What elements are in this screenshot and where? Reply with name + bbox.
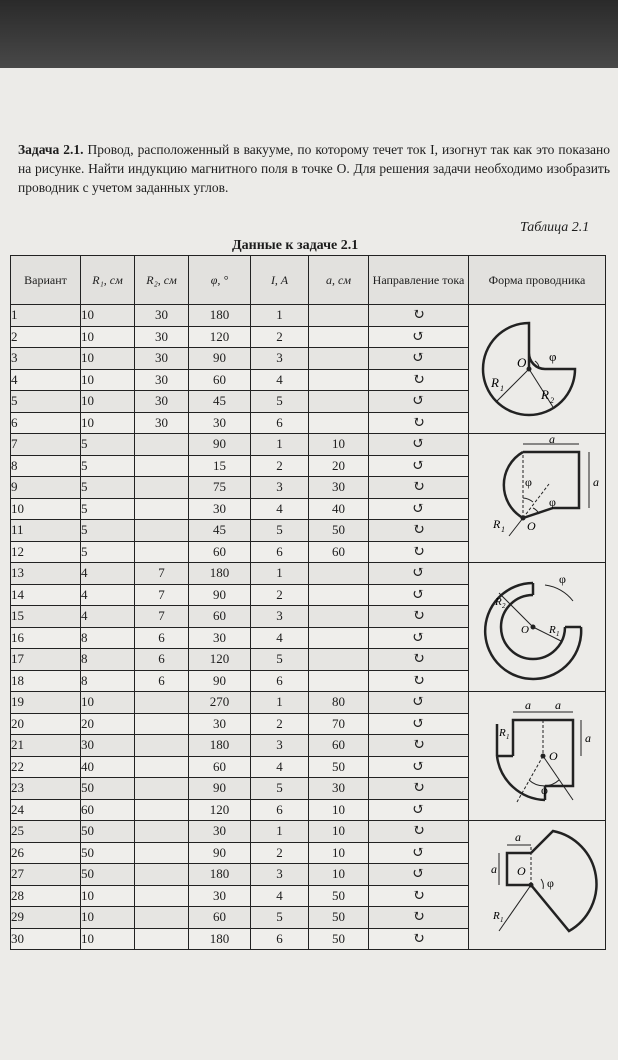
fig1-r1-sub: 1 [500,384,504,393]
r2-cell: 30 [135,369,189,391]
current-cell: 6 [251,541,309,563]
data-table [10,255,606,950]
fig5-a-left-label: a [491,862,497,876]
fig2-r1-label: R [493,517,501,531]
variant-cell: 30 [11,928,81,950]
fig3-o-label: O [521,624,529,636]
col-header-shape: Форма проводника [469,256,606,305]
direction-cell: ↺ [369,713,469,735]
current-cell: 5 [251,907,309,929]
table-row [11,821,606,843]
fig3-r2-label: R [495,596,502,608]
table-body [11,305,606,950]
a-cell [309,326,369,348]
variant-cell: 10 [11,498,81,520]
direction-cell: ↻ [369,821,469,843]
current-cell: 5 [251,778,309,800]
variant-cell: 20 [11,713,81,735]
variant-cell: 8 [11,455,81,477]
direction-cell: ↺ [369,799,469,821]
current-cell: 5 [251,520,309,542]
direction-cell: ↻ [369,907,469,929]
r2-cell: 7 [135,563,189,585]
phi-cell: 30 [189,885,251,907]
phi-cell: 60 [189,907,251,929]
table-header-row [11,256,606,305]
fig4-o-label: O [549,749,558,763]
phi-cell: 120 [189,326,251,348]
current-cell: 3 [251,864,309,886]
r2-cell [135,735,189,757]
current-cell: 1 [251,305,309,327]
direction-cell: ↻ [369,412,469,434]
a-cell: 50 [309,907,369,929]
variant-cell: 13 [11,563,81,585]
a-cell [309,584,369,606]
fig1-o-label: O [517,355,527,370]
a-cell [309,305,369,327]
figure-1-svg [469,307,605,431]
direction-cell: ↻ [369,477,469,499]
direction-cell: ↻ [369,541,469,563]
fig5-a-top-label: a [515,830,521,844]
r1-cell: 50 [81,864,135,886]
col-header-phi: φ, ° [189,256,251,305]
variant-cell: 27 [11,864,81,886]
phi-cell: 180 [189,928,251,950]
r1-cell: 10 [81,928,135,950]
variant-cell: 17 [11,649,81,671]
direction-cell: ↻ [369,928,469,950]
fig4-a2-label: a [555,698,561,712]
fig2-o-label: O [527,519,536,533]
current-cell: 4 [251,498,309,520]
a-cell: 50 [309,885,369,907]
r1-cell: 5 [81,434,135,456]
col-header-a: a, см [309,256,369,305]
fig2-r1-sub: 1 [501,525,505,534]
a-cell: 80 [309,692,369,714]
variant-cell: 24 [11,799,81,821]
phi-cell: 60 [189,369,251,391]
r2-cell: 6 [135,670,189,692]
fig3-r2-sub: 2 [502,602,506,610]
r1-cell: 10 [81,391,135,413]
r2-cell [135,778,189,800]
current-cell: 6 [251,670,309,692]
r2-cell [135,842,189,864]
a-cell [309,670,369,692]
direction-cell: ↺ [369,348,469,370]
a-cell: 60 [309,735,369,757]
phi-cell: 90 [189,434,251,456]
r2-cell [135,541,189,563]
current-cell: 3 [251,477,309,499]
direction-cell: ↺ [369,864,469,886]
r1-cell: 5 [81,541,135,563]
variant-cell: 2 [11,326,81,348]
r1-cell: 10 [81,885,135,907]
phi-cell: 180 [189,563,251,585]
phi-cell: 180 [189,305,251,327]
variant-cell: 12 [11,541,81,563]
r1-cell: 10 [81,412,135,434]
r1-cell: 4 [81,563,135,585]
r1-cell: 60 [81,799,135,821]
a-cell: 10 [309,434,369,456]
current-cell: 5 [251,391,309,413]
figure-2-svg [469,436,605,560]
phi-cell: 30 [189,713,251,735]
a-cell [309,649,369,671]
table-title: Данные к задаче 2.1 [232,238,359,253]
r1-cell: 4 [81,606,135,628]
problem-statement [18,140,610,197]
dark-background [0,0,618,72]
r2-cell [135,756,189,778]
direction-cell: ↻ [369,305,469,327]
fig2-a-top-label: a [549,436,555,446]
current-cell: 2 [251,584,309,606]
a-cell [309,606,369,628]
r2-cell: 7 [135,584,189,606]
phi-cell: 60 [189,606,251,628]
r1-cell: 8 [81,649,135,671]
r2-cell: 30 [135,305,189,327]
variant-cell: 9 [11,477,81,499]
r2-cell: 6 [135,649,189,671]
phi-cell: 30 [189,412,251,434]
variant-cell: 15 [11,606,81,628]
direction-cell: ↻ [369,369,469,391]
fig2-phi2-label: φ [549,495,556,509]
a-cell: 10 [309,799,369,821]
a-cell: 10 [309,864,369,886]
fig1-phi-label: φ [549,349,557,364]
r2-cell [135,692,189,714]
fig4-r1-sub: 1 [506,733,510,741]
conductor-shape-figure-4 [469,692,606,821]
fig4-r1-label: R [499,727,506,739]
conductor-shape-figure-5 [469,821,606,950]
r2-cell: 30 [135,391,189,413]
current-cell: 6 [251,799,309,821]
current-cell: 1 [251,821,309,843]
variant-cell: 25 [11,821,81,843]
r2-cell [135,907,189,929]
a-cell: 70 [309,713,369,735]
r1-cell: 40 [81,756,135,778]
phi-cell: 120 [189,799,251,821]
r1-cell: 10 [81,348,135,370]
r1-cell: 10 [81,326,135,348]
current-cell: 5 [251,649,309,671]
phi-cell: 120 [189,649,251,671]
r1-cell: 30 [81,735,135,757]
r2-cell: 7 [135,606,189,628]
current-cell: 2 [251,455,309,477]
conductor-shape-figure-3 [469,563,606,692]
phi-cell: 90 [189,842,251,864]
phi-cell: 60 [189,756,251,778]
table-row [11,434,606,456]
a-cell: 40 [309,498,369,520]
problem-heading: Задача 2.1. [18,142,84,157]
a-cell: 20 [309,455,369,477]
fig5-phi-label: φ [547,876,554,890]
a-cell: 50 [309,928,369,950]
fig3-phi-label: φ [559,572,566,586]
r1-cell: 5 [81,498,135,520]
phi-cell: 90 [189,670,251,692]
direction-cell: ↺ [369,627,469,649]
fig1-r1-label: R [491,375,499,390]
phi-cell: 45 [189,520,251,542]
direction-cell: ↺ [369,326,469,348]
variant-cell: 28 [11,885,81,907]
figure-4-svg [469,694,605,818]
r1-cell: 10 [81,692,135,714]
current-cell: 1 [251,434,309,456]
phi-cell: 90 [189,584,251,606]
direction-cell: ↺ [369,692,469,714]
a-cell [309,627,369,649]
r2-cell [135,928,189,950]
r2-cell: 30 [135,348,189,370]
current-cell: 2 [251,326,309,348]
variant-cell: 23 [11,778,81,800]
current-cell: 2 [251,842,309,864]
fig2-phi1-label: φ [525,475,532,489]
a-cell: 50 [309,756,369,778]
a-cell: 10 [309,842,369,864]
phi-cell: 90 [189,778,251,800]
a-cell: 30 [309,778,369,800]
a-cell [309,412,369,434]
a-cell [309,563,369,585]
r1-cell: 50 [81,821,135,843]
r1-cell: 4 [81,584,135,606]
r2-cell [135,455,189,477]
a-cell [309,369,369,391]
fig1-r2-label: R [541,387,549,402]
current-cell: 1 [251,692,309,714]
phi-cell: 15 [189,455,251,477]
direction-cell: ↻ [369,670,469,692]
direction-cell: ↺ [369,391,469,413]
fig3-r1-label: R [549,624,556,636]
current-cell: 4 [251,369,309,391]
table-row [11,692,606,714]
table-row [11,305,606,327]
figure-3-svg [469,571,605,683]
phi-cell: 270 [189,692,251,714]
r2-cell [135,799,189,821]
a-cell: 10 [309,821,369,843]
r2-cell [135,477,189,499]
col-header-direction: Направление тока [369,256,469,305]
variant-cell: 5 [11,391,81,413]
a-cell: 60 [309,541,369,563]
r2-cell [135,498,189,520]
phi-cell: 75 [189,477,251,499]
r1-cell: 10 [81,369,135,391]
variant-cell: 21 [11,735,81,757]
direction-cell: ↻ [369,606,469,628]
r1-cell: 10 [81,305,135,327]
table-row [11,563,606,585]
direction-cell: ↺ [369,584,469,606]
direction-cell: ↺ [369,756,469,778]
conductor-shape-figure-2 [469,434,606,563]
r1-cell: 8 [81,627,135,649]
r1-cell: 5 [81,477,135,499]
direction-cell: ↻ [369,649,469,671]
r1-cell: 8 [81,670,135,692]
r1-cell: 20 [81,713,135,735]
fig1-r2-sub: 2 [550,396,554,405]
direction-cell: ↺ [369,455,469,477]
variant-cell: 6 [11,412,81,434]
r1-cell: 10 [81,907,135,929]
direction-cell: ↻ [369,885,469,907]
fig4-a1-label: a [525,698,531,712]
conductor-shape-figure-1 [469,305,606,434]
direction-cell: ↻ [369,778,469,800]
r2-cell: 30 [135,326,189,348]
col-header-current: I, A [251,256,309,305]
phi-cell: 180 [189,735,251,757]
r1-cell: 50 [81,778,135,800]
variant-cell: 26 [11,842,81,864]
current-cell: 3 [251,348,309,370]
variant-cell: 19 [11,692,81,714]
current-cell: 6 [251,412,309,434]
variant-cell: 1 [11,305,81,327]
variant-cell: 14 [11,584,81,606]
variant-cell: 18 [11,670,81,692]
r2-cell: 30 [135,412,189,434]
current-cell: 3 [251,735,309,757]
col-header-r1: R₁, см [81,256,135,305]
r2-cell [135,885,189,907]
direction-cell: ↺ [369,842,469,864]
fig2-a-side-label: a [593,475,599,489]
r2-cell [135,434,189,456]
fig5-o-label: O [517,864,526,878]
fig3-r1-sub: 1 [556,630,560,638]
figure-5-svg [469,823,605,947]
variant-cell: 29 [11,907,81,929]
a-cell [309,391,369,413]
r2-cell [135,821,189,843]
r2-cell [135,713,189,735]
col-header-variant: Вариант [11,256,81,305]
r1-cell: 50 [81,842,135,864]
fig5-r1-label: R [493,910,500,922]
variant-cell: 4 [11,369,81,391]
variant-cell: 11 [11,520,81,542]
fig4-a3-label: a [585,731,591,745]
r2-cell [135,864,189,886]
direction-cell: ↻ [369,735,469,757]
fig5-r1-sub: 1 [500,916,504,924]
a-cell: 30 [309,477,369,499]
a-cell [309,348,369,370]
col-header-r2: R₂, см [135,256,189,305]
table-caption: Таблица 2.1 [520,220,590,235]
phi-cell: 45 [189,391,251,413]
current-cell: 4 [251,756,309,778]
problem-text: Провод, расположенный в вакууме, по которому течет ток I, изогнут так как это показано на рисунке. Найти индукцию магнитного поля в точке O. Для решения задачи необходимо изобразить проводник с учетом заданных углов. [18,142,610,195]
current-cell: 4 [251,627,309,649]
a-cell: 50 [309,520,369,542]
current-cell: 6 [251,928,309,950]
direction-cell: ↻ [369,520,469,542]
phi-cell: 30 [189,821,251,843]
phi-cell: 90 [189,348,251,370]
fig4-phi-label: φ [541,783,548,797]
r1-cell: 5 [81,520,135,542]
current-cell: 2 [251,713,309,735]
variant-cell: 16 [11,627,81,649]
r2-cell: 6 [135,627,189,649]
phi-cell: 60 [189,541,251,563]
phi-cell: 30 [189,498,251,520]
phi-cell: 30 [189,627,251,649]
current-cell: 4 [251,885,309,907]
direction-cell: ↺ [369,498,469,520]
current-cell: 1 [251,563,309,585]
current-cell: 3 [251,606,309,628]
direction-cell: ↺ [369,563,469,585]
direction-cell: ↺ [369,434,469,456]
r1-cell: 5 [81,455,135,477]
r2-cell [135,520,189,542]
variant-cell: 22 [11,756,81,778]
phi-cell: 180 [189,864,251,886]
variant-cell: 3 [11,348,81,370]
variant-cell: 7 [11,434,81,456]
